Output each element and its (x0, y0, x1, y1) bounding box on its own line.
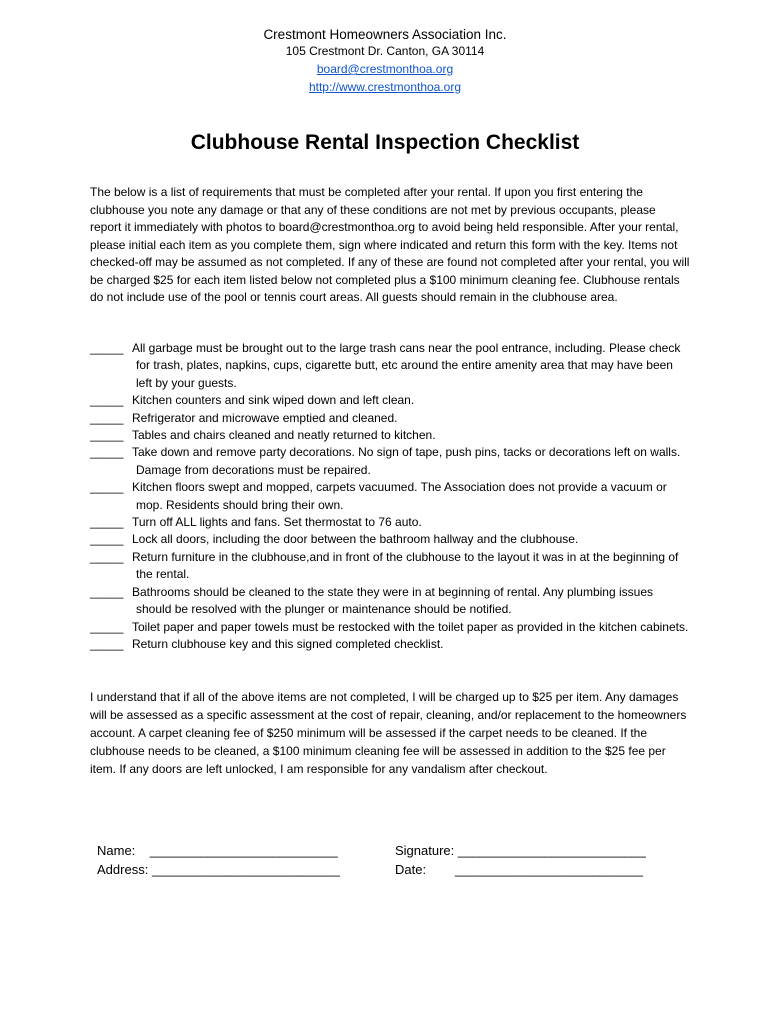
org-address: 105 Crestmont Dr. Canton, GA 30114 (285, 44, 485, 58)
email-link[interactable]: board@crestmonthoa.org (316, 62, 454, 76)
name-label: Name: (97, 843, 136, 858)
signature-line[interactable]: __________________________ (457, 843, 646, 858)
date-label: Date: (395, 862, 427, 877)
checklist (90, 340, 690, 653)
checklist-item (90, 619, 690, 636)
checklist-item-text: Turn off ALL lights and fans. Set thermostat to 76 auto. (132, 515, 422, 530)
checklist-item (90, 549, 690, 584)
checklist-item (90, 340, 690, 392)
initial-blank[interactable]: _____ (90, 619, 124, 634)
address-line[interactable]: __________________________ (151, 862, 340, 877)
address-label: Address: (97, 862, 149, 877)
checklist-item (90, 531, 690, 548)
signature-field[interactable] (395, 842, 646, 860)
checklist-item-text: Lock all doors, including the door between the bathroom hallway and the clubhouse. (132, 532, 579, 547)
name-line[interactable]: __________________________ (149, 843, 338, 858)
checklist-item-text: All garbage must be brought out to the large trash cans near the pool entrance, including. Please check for trash, plates, napkins, cups, cigarette butt, etc around the entire amenity area that may have been left by your guests. (132, 341, 681, 390)
checklist-item-text: Bathrooms should be cleaned to the state they were in at beginning of rental. Any plumbing issues should be resolved with the plunger or maintenance should be notified. (132, 584, 653, 617)
address-field[interactable] (97, 861, 340, 879)
initial-blank[interactable]: _____ (90, 393, 124, 408)
checklist-item-text: Toilet paper and paper towels must be restocked with the toilet paper as provided in the kitchen cabinets. (132, 619, 689, 634)
checklist-item-text: Tables and chairs cleaned and neatly returned to kitchen. (132, 428, 436, 443)
checklist-item (90, 584, 690, 619)
checklist-item-text: Kitchen counters and sink wiped down and left clean. (132, 393, 415, 408)
checklist-item-text: Return clubhouse key and this signed completed checklist. (132, 636, 444, 651)
website-link[interactable]: http://www.crestmonthoa.org (308, 80, 462, 94)
checklist-item-text: Return furniture in the clubhouse,and in front of the clubhouse to the layout it was in at the beginning of the rental. (132, 549, 679, 582)
checklist-item (90, 392, 690, 409)
date-field[interactable] (395, 861, 643, 879)
initial-blank[interactable]: _____ (90, 584, 124, 599)
acknowledgement-paragraph: I understand that if all of the above items are not completed, I will be charged up to $25 per item. Any damages will be assessed as a specific assessment at the cost of repair, cleaning, and/or replacement to the homeowners account. A carpet cleaning fee of $250 minimum will be assessed if the carpet needs to be cleaned. If the clubhouse needs to be cleaned, a $100 minimum cleaning fee will be assessed in addition to the $25 fee per item. If any doors are left unlocked, I am responsible for any vandalism after checkout. (90, 690, 687, 776)
intro-paragraph: The below is a list of requirements that must be completed after your rental. If upon you first entering the clubhouse you note any damage or that any of these conditions are not met by previous occupants, please report it immediately with photos to board@crestmonthoa.org to avoid being held responsible. After your rental, please initial each item as you complete them, sign where indicated and return this form with the key. Items not checked-off may be assumed as not completed. If any of these are found not completed after your rental, you will be charged $25 for each item listed below not completed plus a $100 minimum cleaning fee. Clubhouse rentals do not include use of the pool or tennis court areas. All guests should remain in the clubhouse area. (90, 185, 690, 304)
initial-blank[interactable]: _____ (90, 445, 124, 460)
checklist-item (90, 479, 690, 514)
name-field[interactable] (97, 842, 338, 860)
org-name: Crestmont Homeowners Association Inc. (263, 27, 507, 42)
date-line[interactable]: __________________________ (454, 862, 643, 877)
signature-label: Signature: (395, 843, 455, 858)
initial-blank[interactable]: _____ (90, 410, 124, 425)
initial-blank[interactable]: _____ (90, 515, 124, 530)
checklist-item-text: Refrigerator and microwave emptied and cleaned. (132, 410, 398, 425)
initial-blank[interactable]: _____ (90, 532, 124, 547)
checklist-item-text: Kitchen floors swept and mopped, carpets vacuumed. The Association does not provide a vacuum or mop. Residents should bring their own. (132, 480, 667, 512)
checklist-item-text: Take down and remove party decorations. No sign of tape, push pins, tacks or decorations left on walls. Damage from decorations must be repaired. (132, 445, 681, 477)
initial-blank[interactable]: _____ (90, 428, 124, 443)
checklist-item (90, 410, 690, 427)
checklist-item (90, 636, 690, 653)
checklist-item (90, 444, 690, 479)
checklist-item (90, 427, 690, 444)
initial-blank[interactable]: _____ (90, 549, 124, 564)
page-title: Clubhouse Rental Inspection Checklist (190, 131, 580, 154)
initial-blank[interactable]: _____ (90, 636, 124, 651)
initial-blank[interactable]: _____ (90, 341, 124, 355)
letterhead (0, 26, 770, 96)
initial-blank[interactable]: _____ (90, 480, 124, 495)
checklist-item (90, 514, 690, 531)
